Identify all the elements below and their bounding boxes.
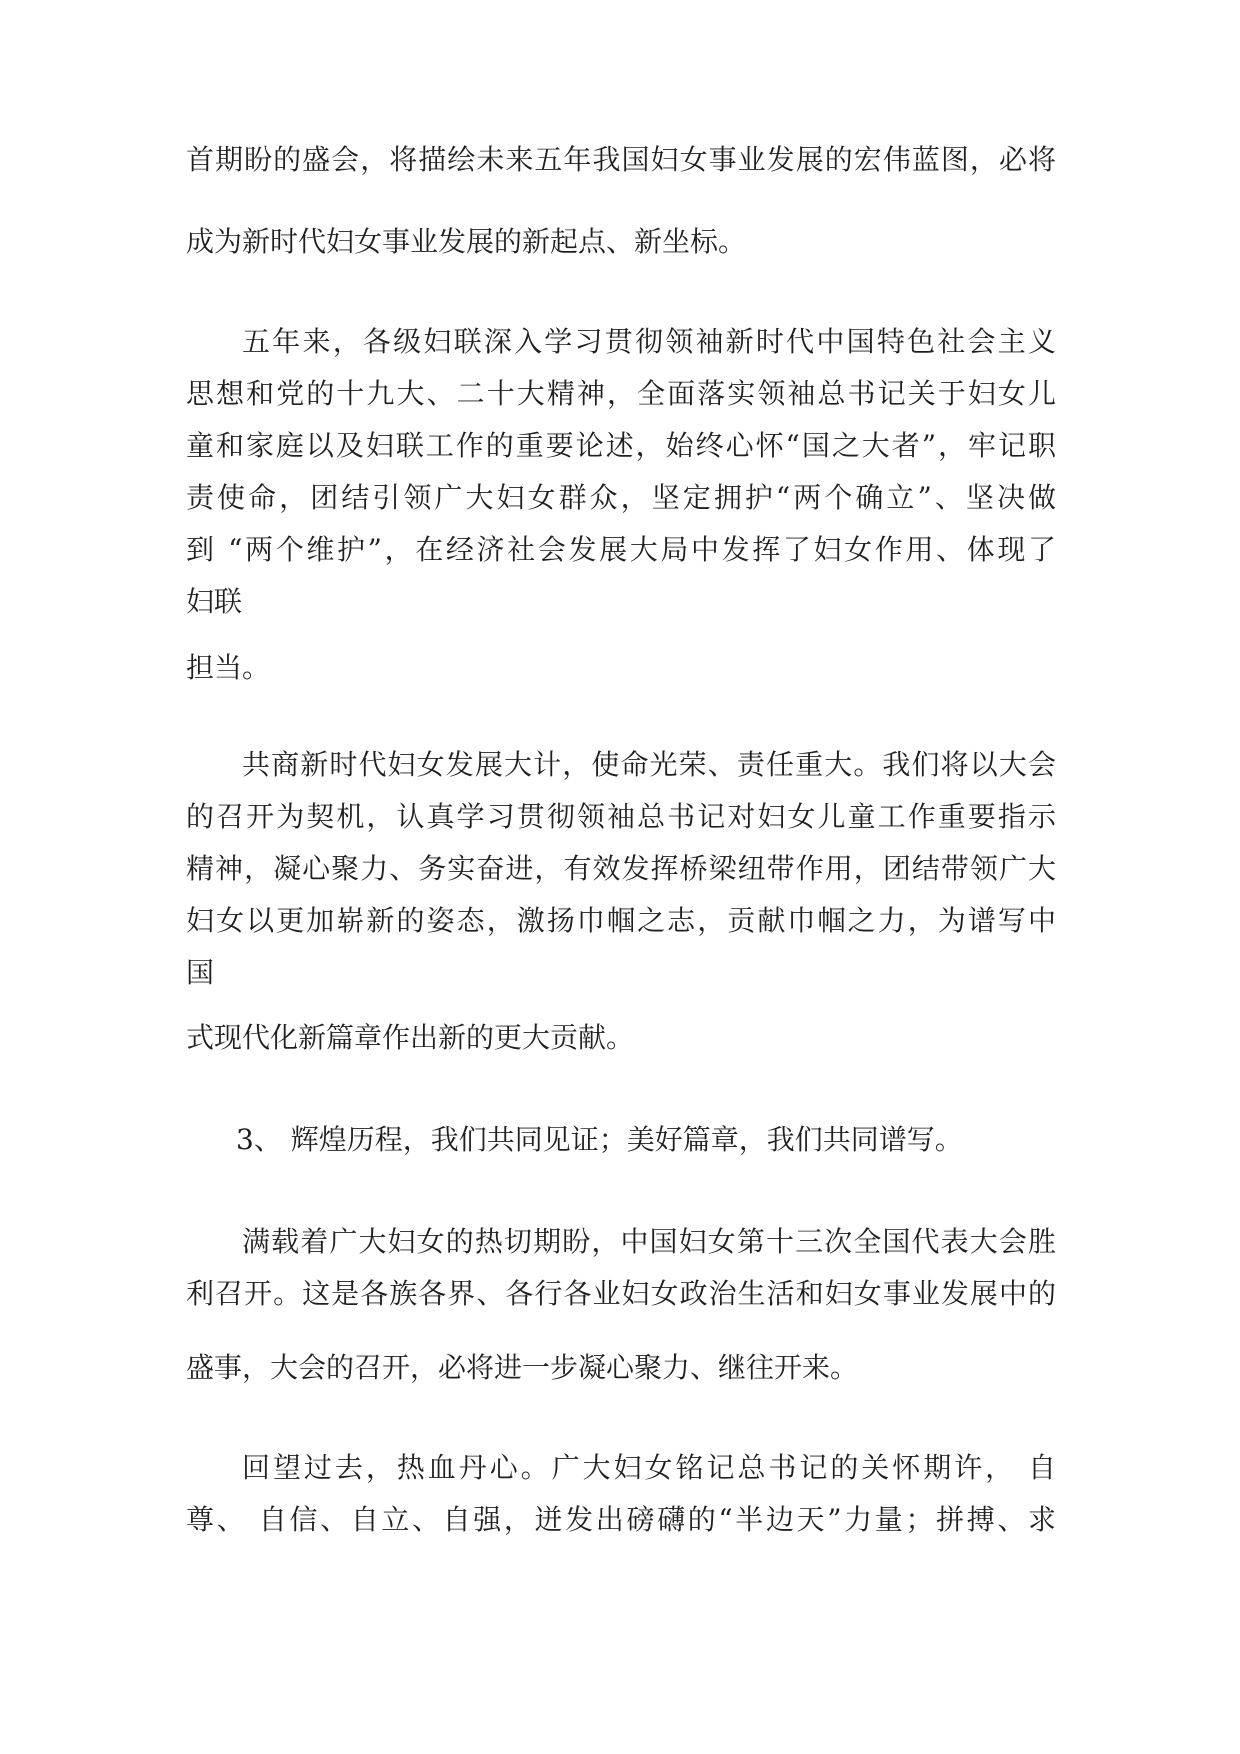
- text-line: 到 “两个维护”，在经济社会发展大局中发挥了妇女作用、体现了: [186, 533, 1056, 566]
- text-line: 妇联: [186, 585, 243, 618]
- text-line: 思想和党的十九大、二十大精神，全面落实领袖总书记关于妇女儿: [186, 377, 1056, 410]
- text-line: 回望过去，热血丹心。广大妇女铭记总书记的关怀期许， 自: [242, 1451, 1056, 1484]
- text-line: 的召开为契机，认真学习贯彻领袖总书记对妇女儿童工作重要指示: [186, 800, 1056, 833]
- text-line: 成为新时代妇女事业发展的新起点、新坐标。: [186, 225, 747, 258]
- text-line: 利召开。这是各族各界、各行各业妇女政治生活和妇女事业发展中的: [186, 1277, 1056, 1310]
- text-line: 五年来，各级妇联深入学习贯彻领袖新时代中国特色社会主义: [242, 325, 1056, 358]
- text-line: 首期盼的盛会，将描绘未来五年我国妇女事业发展的宏伟蓝图，必将: [186, 143, 1056, 176]
- text-line: 盛事，大会的召开，必将进一步凝心聚力、继往开来。: [186, 1351, 859, 1384]
- text-line: 式现代化新篇章作出新的更大贡献。: [186, 1021, 635, 1054]
- text-line: 责使命，团结引领广大妇女群众，坚定拥护“两个确立”、坚决做: [186, 481, 1056, 514]
- text-line: 妇女以更加崭新的姿态，激扬巾帼之志，贡献巾帼之力，为谱写中: [186, 904, 1056, 937]
- section-heading: 3、 辉煌历程，我们共同见证；美好篇章，我们共同谱写。: [236, 1123, 963, 1156]
- text-line: 精神，凝心聚力、务实奋进，有效发挥桥梁纽带作用，团结带领广大: [186, 852, 1056, 885]
- text-line: 满载着广大妇女的热切期盼，中国妇女第十三次全国代表大会胜: [242, 1225, 1056, 1258]
- text-line: 担当。: [186, 651, 271, 684]
- text-line: 国: [186, 956, 215, 989]
- text-line: 共商新时代妇女发展大计，使命光荣、责任重大。我们将以大会: [242, 748, 1056, 781]
- text-line: 尊、 自信、自立、自强，迸发出磅礴的“半边天”力量；拼搏、求: [186, 1503, 1056, 1536]
- text-line: 童和家庭以及妇联工作的重要论述，始终心怀“国之大者”，牢记职: [186, 429, 1056, 462]
